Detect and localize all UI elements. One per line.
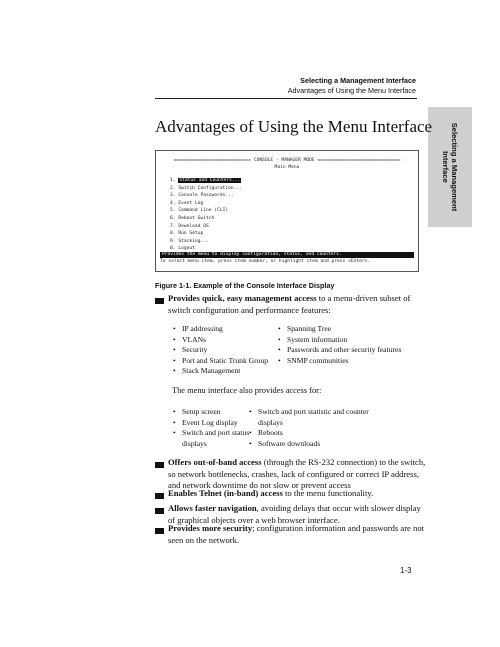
console-menu-title: Main Menu bbox=[274, 165, 300, 170]
bullet-square bbox=[155, 493, 164, 499]
feature-list-right bbox=[278, 324, 401, 366]
bullet-square bbox=[155, 462, 164, 468]
feature-list-left bbox=[173, 324, 268, 377]
console-menu-item: 2. Switch Configuration... bbox=[170, 185, 242, 191]
list-item: • Passwords and other security features bbox=[278, 345, 401, 356]
running-header-section: Selecting a Management Interface bbox=[300, 76, 416, 85]
console-menu-item: 0. Logout bbox=[170, 246, 195, 252]
header-rule bbox=[155, 98, 417, 99]
list-item: • IP addressing bbox=[173, 324, 268, 335]
console-menu-item: 5. Command Line (CLI) bbox=[170, 208, 229, 214]
console-menu-item: 4. Event Log bbox=[170, 200, 204, 206]
list-item: • VLANs bbox=[173, 335, 268, 346]
list-item: • Event Log display bbox=[173, 418, 255, 429]
list-item: • System information bbox=[278, 335, 401, 346]
access-list-right bbox=[249, 407, 389, 449]
list-item: • Setup screen bbox=[173, 407, 255, 418]
console-selected-item: Status and Counters... bbox=[179, 178, 241, 183]
console-menu-item: 8. Run Setup bbox=[170, 231, 204, 237]
list-item: • Stack Management bbox=[173, 366, 268, 377]
bullet-quick-access: Provides quick, easy management access to a menu-driven subset of switch configuration and performance features: bbox=[168, 293, 411, 315]
bullet-out-of-band: Offers out-of-band access (through the RS-232 connection) to the switch, so network bottlenecks, crashes, lack of configured or correct IP address, and network downtime do not slow or prevent access bbox=[168, 457, 426, 490]
list-item: • Spanning Tree bbox=[278, 324, 401, 335]
list-item: • Switch and port statistic and counter displays bbox=[249, 407, 389, 428]
bullet-square bbox=[155, 508, 164, 514]
console-menu-list bbox=[170, 177, 242, 253]
side-tab-label: Selecting a Management Interface bbox=[441, 122, 459, 212]
console-menu-item: 9. Stacking... bbox=[170, 238, 209, 244]
console-header-line: ============================ CONSOLE - MANAGER MODE ============================== bbox=[173, 158, 401, 163]
console-menu-item: 7. Download OS bbox=[170, 223, 209, 229]
bullet-square bbox=[155, 528, 164, 534]
bullet-square bbox=[155, 298, 164, 304]
page-title: Advantages of Using the Menu Interface bbox=[155, 117, 433, 136]
console-status-line: Provides the menu to display configuration, status, and counters. bbox=[160, 252, 414, 258]
running-header-subsection: Advantages of Using the Menu Interface bbox=[287, 86, 416, 95]
console-menu-item: 3. Console Passwords... bbox=[170, 193, 234, 199]
console-menu-item: 1. Status and Counters... bbox=[170, 178, 241, 183]
console-screenshot bbox=[155, 150, 419, 272]
figure-caption: Figure 1-1. Example of the Console Interface Display bbox=[155, 281, 335, 290]
console-help-line: To select menu item, press item number, or highlight item and press <Enter>. bbox=[160, 259, 371, 264]
console-menu-item: 6. Reboot Switch bbox=[170, 215, 215, 221]
chapter-side-tab bbox=[428, 107, 472, 227]
list-item: • Software downloads bbox=[249, 439, 389, 450]
access-intro: The menu interface also provides access for: bbox=[172, 386, 322, 395]
list-item: • Port and Static Trunk Group bbox=[173, 356, 268, 367]
list-item: • SNMP communities bbox=[278, 356, 401, 367]
access-list-left bbox=[173, 407, 255, 449]
list-item: • Security bbox=[173, 345, 268, 356]
page-number: 1-3 bbox=[400, 566, 412, 575]
bullet-security: Provides more security; configuration information and passwords are not seen on the network. bbox=[168, 523, 425, 545]
bullet-navigation: Allows faster navigation, avoiding delays that occur with slower display of graphical objects over a web browser interface. bbox=[168, 503, 421, 525]
bullet-telnet: Enables Telnet (in-band) access to the menu functionality. bbox=[168, 488, 374, 498]
list-item: • Switch and port status displays bbox=[173, 428, 255, 449]
list-item: • Reboots bbox=[249, 428, 389, 439]
